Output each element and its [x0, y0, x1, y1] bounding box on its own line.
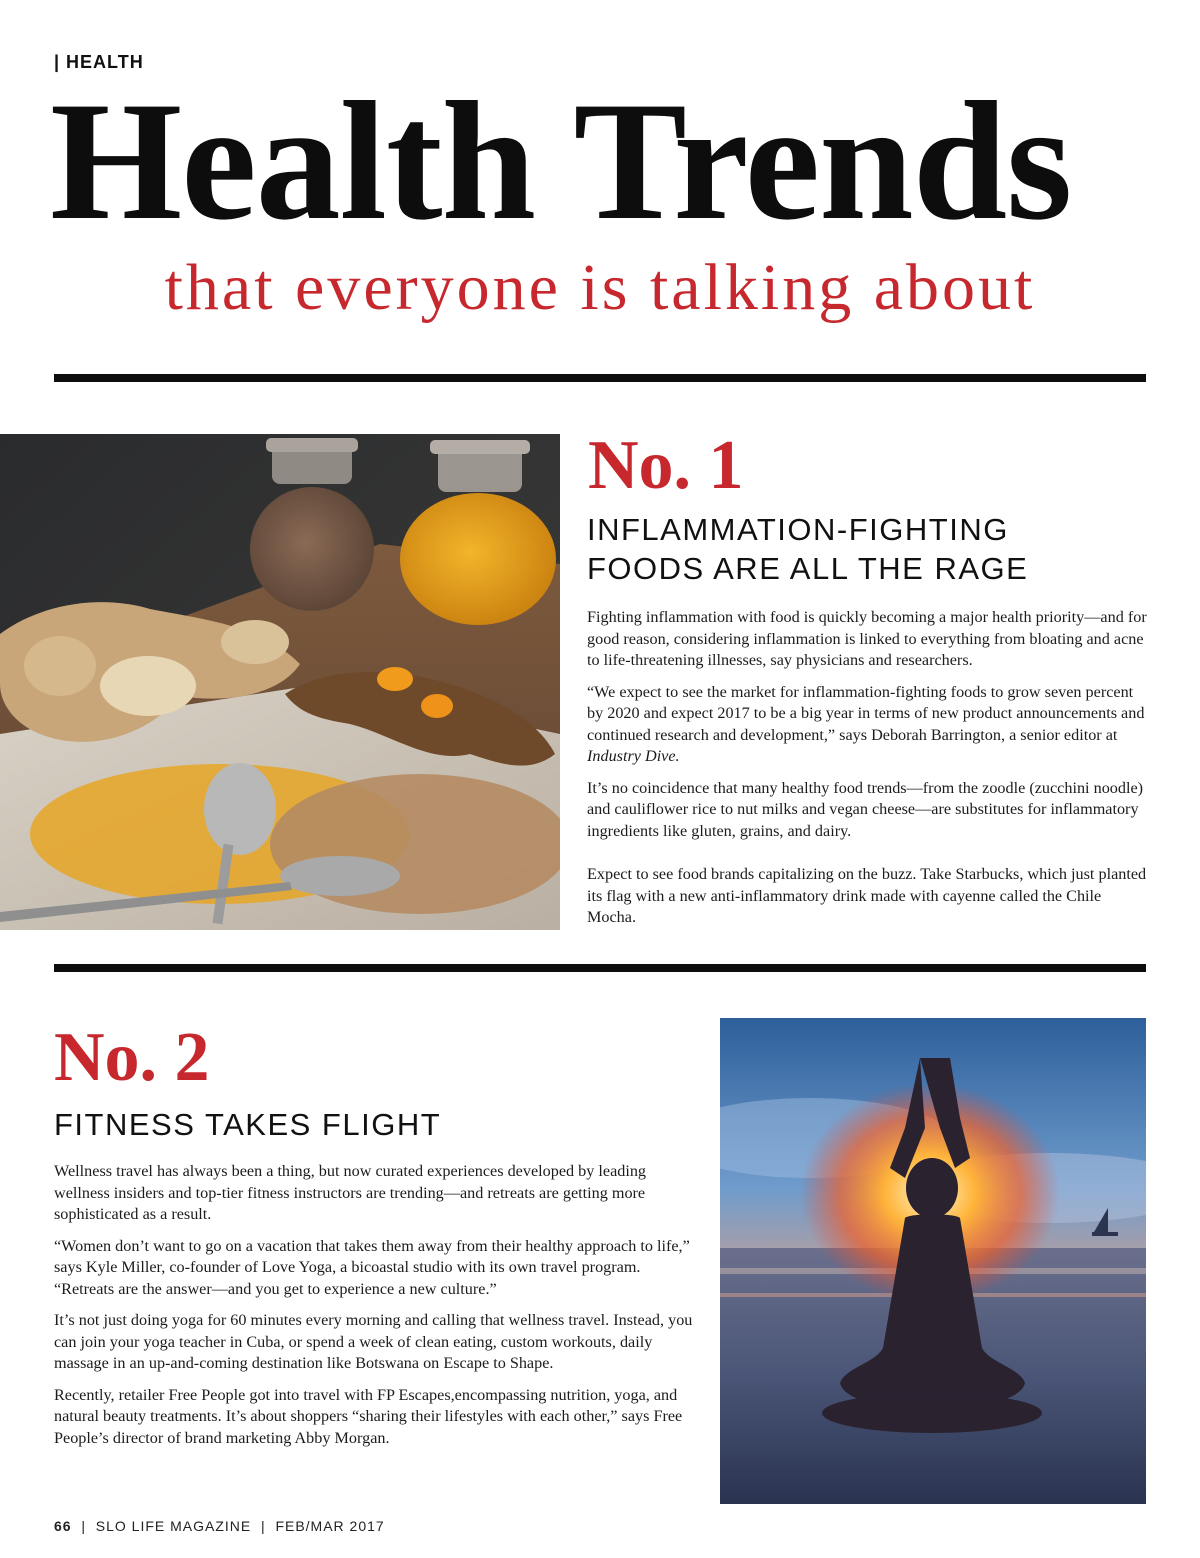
page-footer [54, 1518, 385, 1534]
ginger-turmeric-photo [0, 434, 560, 930]
paragraph: It’s no coincidence that many healthy food trends—from the zoodle (zucchini noodle) and cauliflower rice to nut milks and vegan cheese—are substitutes for inflammatory ingredients like gluten, grains, and dairy. [587, 778, 1144, 840]
paragraph: Expect to see food brands capitalizing on the buzz. Take Starbucks, which just planted its flag with a new anti-inflammatory drink made with cayenne called the Chile Mocha. [587, 865, 1147, 926]
paragraph: “Women don’t want to go on a vacation that takes them away from their healthy approach to life,” says Kyle Miller, co-founder of Love Yoga, a bicoastal studio with its own travel program. “Retreats are the answer—and you get to experience a new culture.” [54, 1236, 690, 1298]
paragraph: Wellness travel has always been a thing, but now curated experiences developed by leading wellness insiders and top-tier fitness instructors are trending—and retreats are getting more sophisticated as a result. [54, 1162, 647, 1223]
page-subtitle: that everyone is talking about [164, 251, 1036, 324]
divider-rule-top [54, 374, 1146, 382]
paragraph-text: “We expect to see the market for inflammation-fighting foods to grow seven percent by 2020 and expect 2017 to be a big year in terms of new product announcements and continued research and development,” says Deborah Barrington, a senior editor at [587, 682, 1145, 744]
yoga-sunset-photo [720, 1018, 1146, 1504]
divider-rule-middle [54, 964, 1146, 972]
section-label: | HEALTH [54, 52, 144, 72]
section-1-body [587, 607, 1147, 939]
section-1-heading-line-2: FOODS ARE ALL THE RAGE [587, 551, 1029, 586]
paragraph: Recently, retailer Free People got into travel with FP Escapes,encompassing nutrition, yoga, and natural beauty treatments. It’s about shoppers “sharing their lifestyles with each other,” says Free People’s director of brand marketing Abby Morgan. [54, 1385, 683, 1447]
page-title: Health Trends [50, 67, 1072, 255]
source-italic: Industry Dive. [587, 747, 680, 765]
paragraph-quote [587, 682, 1147, 768]
page-number: 66 [54, 1518, 72, 1534]
paragraph: It’s not just doing yoga for 60 minutes every morning and calling that wellness travel. Instead, you can join your yoga teacher in Cuba, or spend a week of clean eating, custom workouts, daily massage in an up-and-coming destination like Botswana on Escape to Shape. [54, 1311, 693, 1372]
section-1-number: No. 1 [588, 427, 744, 504]
section-1-heading [587, 510, 1147, 588]
paragraph: Fighting inflammation with food is quickly becoming a major health priority—and for good reason, considering inflammation is linked to everything from bloating and acne to life-threatening illnesses, say physicians and researchers. [587, 608, 1147, 669]
footer-text: | SLO LIFE MAGAZINE | FEB/MAR 2017 [71, 1518, 385, 1534]
section-2-heading: FITNESS TAKES FLIGHT [54, 1107, 442, 1142]
section-2-number: No. 2 [54, 1019, 210, 1096]
section-2-body [54, 1161, 694, 1459]
section-1-heading-line-1: INFLAMMATION-FIGHTING [587, 512, 1009, 547]
